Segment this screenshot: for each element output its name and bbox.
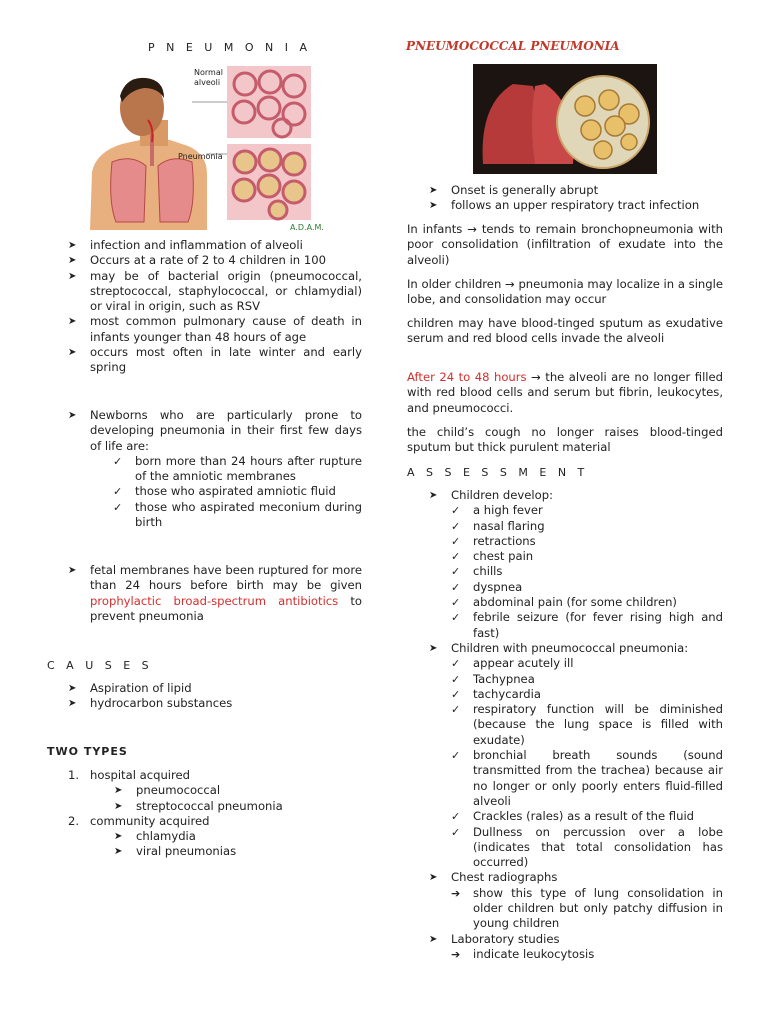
list-item [429,641,723,870]
page-title-right: PNEUMOCOCCAL PNEUMONIA [406,39,620,53]
list-item: ➤ chlamydia [114,829,362,844]
fetal-text-highlight: prophylactic broad-spectrum antibiotics [90,593,339,608]
sputum-paragraph: children may have blood-tinged sputum as exudative serum and red blood cells invade the alveoli [407,316,723,346]
type-number: 2. [68,813,80,828]
infants-paragraph: In infants → tends to remain bronchopneumonia with poor consolidation (infiltration of exudate into the alveoli) [407,222,723,267]
list-item: ✓ Crackles (rales) as a result of the fluid [451,809,723,824]
list-item: ➤ most common pulmonary cause of death in infants younger than 48 hours of age [68,314,362,345]
fetal-text-pre: fetal membranes have been ruptured for more than 24 hours before birth may be given [90,563,362,593]
list-item [68,563,362,624]
list-item: ➤ follows an upper respiratory tract infection [429,198,729,213]
newborns-list [68,408,362,530]
after-hours-text: → the alveoli are no longer filled with red blood cells and serum but fibrin, leukocytes, and pneumococci. [407,370,723,415]
list-item: ✓ Dullness on percussion over a lobe (indicates that total consolidation has occurred) [451,825,723,871]
list-item: ✓ bronchial breath sounds (sound transmitted from the trachea) because air no longer or only poorly enters fluid-filled alveoli [451,748,723,809]
pneumonia-figure-label: Pneumonia [178,152,223,161]
list-item: ✓ chills [451,564,723,579]
list-item [68,768,362,783]
lab-label: Laboratory studies [451,931,560,946]
list-item: ➤ Aspiration of lipid [68,681,362,696]
list-item: ✓ appear acutely ill [451,656,723,671]
list-item: ✓ chest pain [451,549,723,564]
xray-label: Chest radiographs [451,870,558,885]
assessment-heading: A S S E S S M E N T [407,466,589,479]
type-number: 1. [68,768,80,782]
fetal-text-post: to prevent pneumonia [90,593,363,623]
after-hours-highlight: After 24 to 48 hours [407,370,527,384]
pneumococcal-illustration [473,64,657,174]
list-item [429,932,723,963]
list-item: ✓ a high fever [451,503,723,518]
list-item [429,870,723,931]
list-item: ✓ retractions [451,534,723,549]
causes-list [68,681,362,712]
list-item: ➤ hydrocarbon substances [68,696,362,711]
older-children-paragraph: In older children → pneumonia may localize in a single lobe, and consolidation may occur [407,277,723,307]
fetal-list [68,563,362,624]
list-item: ✓ born more than 24 hours after rupture of the amniotic membranes [113,454,362,485]
list-item: ➤ occurs most often in late winter and early spring [68,345,362,376]
list-item: ✓ dyspnea [451,580,723,595]
list-item [429,488,723,641]
normal-alveoli-label: Normal alveoli [194,68,223,87]
list-item: ✓ abdominal pain (for some children) [451,595,723,610]
list-item: ➤ Onset is generally abrupt [429,183,729,198]
after-hours-paragraph [407,370,723,416]
types-list [68,768,362,860]
type-label: community acquired [90,813,210,828]
list-item: ➤ infection and inflammation of alveoli [68,238,362,253]
list-item: ✓ respiratory function will be diminished (because the lung space is filled with exudate) [451,702,723,748]
onset-list [429,183,729,214]
list-item: ✓ those who aspirated meconium during birth [113,500,362,531]
list-item: ➤ may be of bacterial origin (pneumococcal, streptococcal, staphylococcal, or chlamydial) or viral in origin, such as RSV [68,269,362,315]
list-item: ✓ those who aspirated amniotic fluid [113,484,362,499]
list-item: ➔ show this type of lung consolidation in older children but only patchy diffusion in young children [451,886,723,932]
list-item: ➤ pneumococcal [114,783,362,798]
cough-paragraph: the child’s cough no longer raises blood-tinged sputum but thick purulent material [407,425,723,455]
list-item: ✓ febrile seizure (for fever rising high and fast) [451,610,723,641]
list-item: ➔ indicate leukocytosis [451,947,723,962]
intro-bullet-list [68,238,362,376]
type-label: hospital acquired [90,768,191,782]
page-title-left: P N E U M O N I A [148,41,311,54]
adam-brand-label: A.D.A.M. [290,223,324,232]
develop-label: Children develop: [451,488,553,502]
list-item: ➤ streptococcal pneumonia [114,799,362,814]
types-heading: TWO TYPES [47,745,128,758]
newborns-bullet: Newborns who are particularly prone to developing pneumonia in their first few days of life are: [90,408,362,453]
assessment-list [429,488,723,962]
causes-heading: C A U S E S [47,659,153,672]
list-item: ✓ nasal flaring [451,519,723,534]
list-item: ✓ Tachypnea [451,672,723,687]
pneumo-label: Children with pneumococcal pneumonia: [451,640,689,655]
list-item: ➤ Occurs at a rate of 2 to 4 children in 100 [68,253,362,268]
list-item [68,814,362,829]
list-item: ✓ tachycardia [451,687,723,702]
list-item: ➤ viral pneumonias [114,844,362,859]
